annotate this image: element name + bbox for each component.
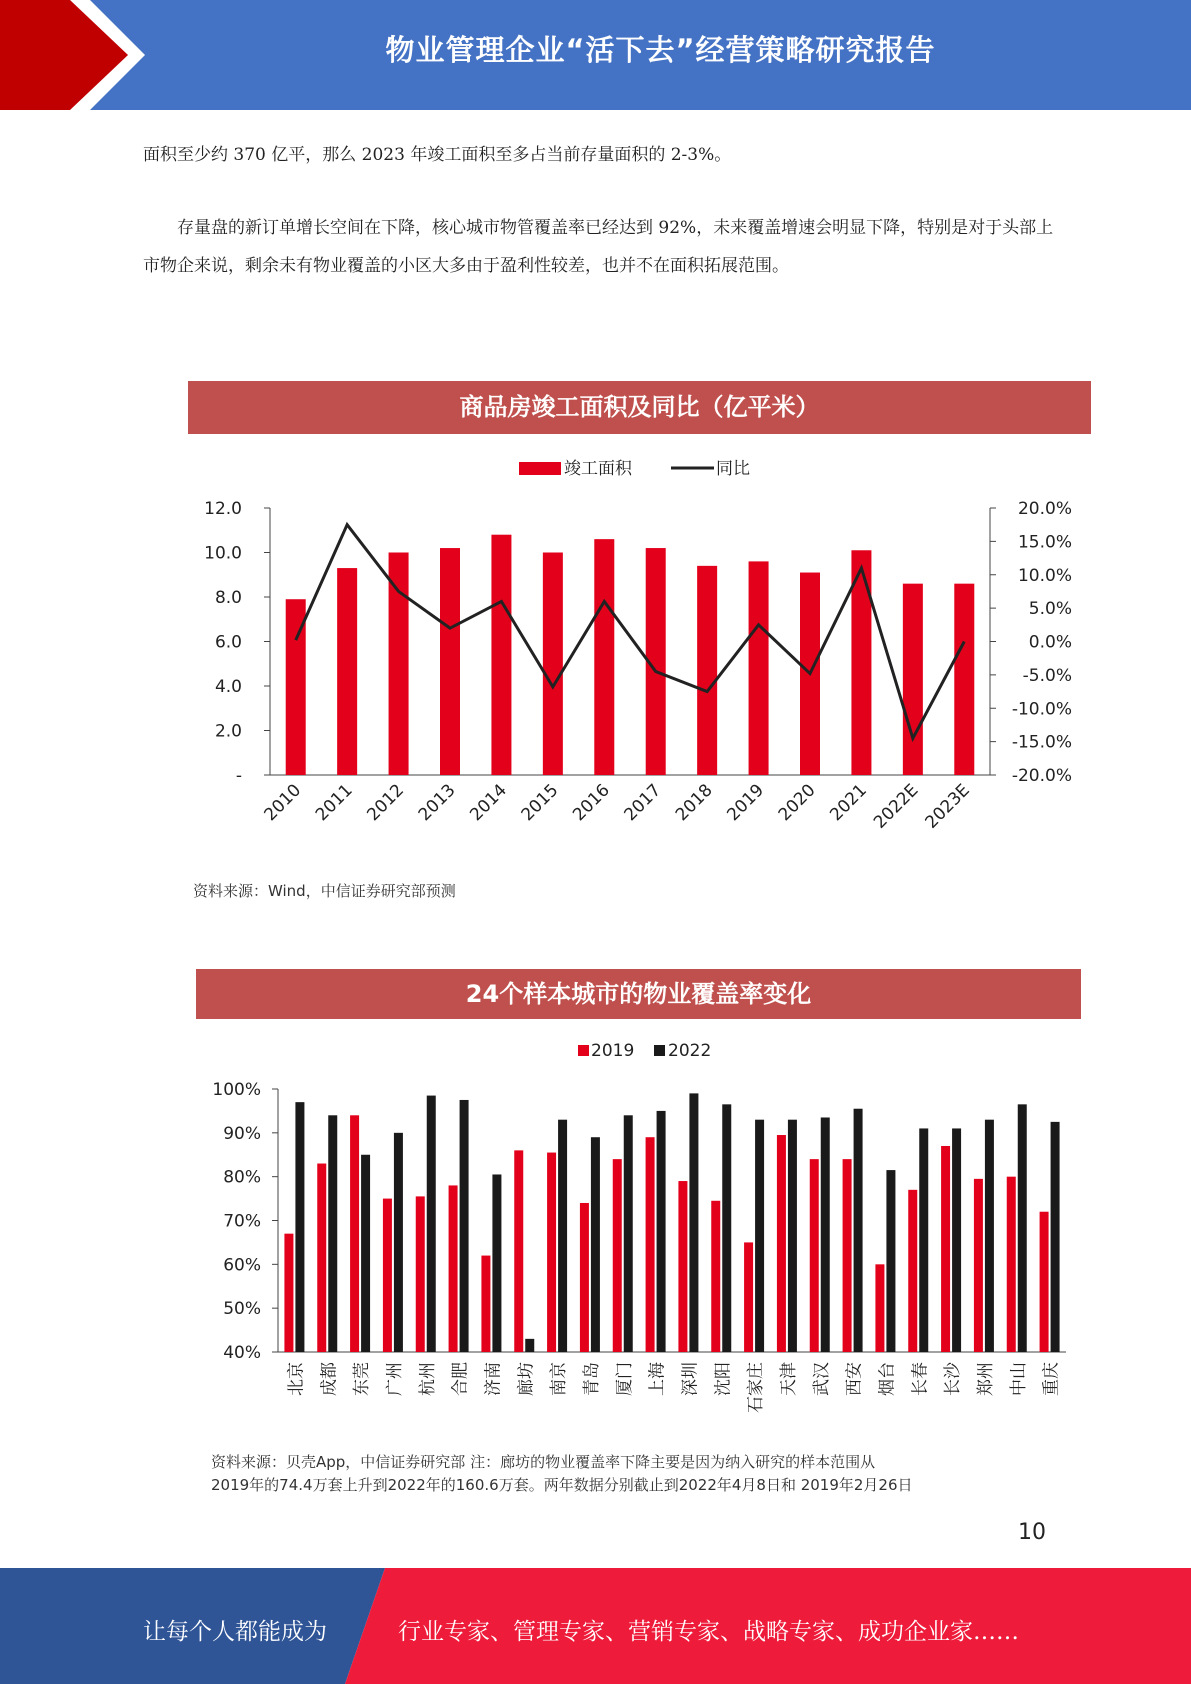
bar-2022 — [427, 1096, 436, 1352]
legend-label: 竣工面积 — [564, 459, 632, 479]
bar-2019 — [875, 1264, 884, 1352]
chart1-title: 商品房竣工面积及同比（亿平米） — [188, 381, 1091, 434]
y-tick-label: 50% — [223, 1299, 261, 1320]
footer-slogan-left: 让每个人都能成为 — [143, 1619, 327, 1645]
x-tick-label-city: 济南 — [483, 1362, 504, 1396]
legend-label: 同比 — [716, 459, 750, 479]
chart2-source-line2: 2019年的74.4万套上升到2022年的160.6万套。两年数据分别截止到2022年4月8日和 2019年2月26日 — [211, 1476, 913, 1494]
bar-2022 — [657, 1111, 666, 1352]
x-tick-label-city: 合肥 — [450, 1362, 471, 1396]
bar-2022 — [788, 1120, 797, 1352]
chart1-source: 资料来源：Wind，中信证券研究部预测 — [193, 882, 456, 900]
chart1-legend — [519, 459, 750, 479]
y-left-tick-label: 4.0 — [214, 677, 242, 697]
y-left-tick-label: 6.0 — [214, 632, 242, 653]
page-header — [0, 0, 1191, 110]
document-title: 物业管理企业“活下去”经营策略研究报告 — [385, 33, 936, 67]
x-tick-label: 2013 — [414, 780, 460, 826]
bar-completed-area — [594, 539, 614, 775]
bar-2019 — [744, 1242, 753, 1352]
bar-completed-area — [491, 535, 511, 775]
bar-2019 — [481, 1256, 490, 1352]
chart2-legend — [578, 1041, 711, 1061]
bar-2019 — [1040, 1212, 1049, 1352]
chart1-completed-area — [0, 440, 1191, 860]
x-tick-label: 2010 — [260, 780, 306, 826]
bar-2022 — [689, 1093, 698, 1352]
bar-2019 — [1007, 1177, 1016, 1352]
bar-2019 — [416, 1196, 425, 1352]
bar-2019 — [843, 1159, 852, 1352]
bar-completed-area — [389, 553, 409, 776]
x-tick-label: 2020 — [774, 780, 820, 826]
bar-2022 — [886, 1170, 895, 1352]
x-tick-label-city: 天津 — [778, 1362, 799, 1396]
bar-completed-area — [337, 568, 357, 775]
y-left-tick-label: - — [235, 766, 242, 786]
bar-2022 — [985, 1120, 994, 1352]
y-left-tick-label: 12.0 — [204, 499, 242, 519]
y-tick-label: 70% — [223, 1211, 261, 1232]
y-right-tick-label: 20.0% — [1017, 499, 1072, 519]
bar-2022 — [821, 1117, 830, 1352]
bar-2019 — [514, 1150, 523, 1352]
y-tick-label: 40% — [223, 1343, 261, 1363]
legend-swatch-2019 — [578, 1045, 589, 1056]
bar-completed-area — [440, 548, 460, 775]
x-tick-label: 2012 — [363, 780, 409, 826]
bar-2022 — [460, 1100, 469, 1352]
x-tick-label-city: 厦门 — [614, 1362, 635, 1396]
bar-2019 — [646, 1137, 655, 1352]
x-tick-label-city: 长沙 — [943, 1362, 964, 1396]
y-left-tick-label: 2.0 — [214, 721, 242, 742]
x-tick-label-city: 北京 — [286, 1362, 307, 1396]
legend-swatch-bar — [519, 462, 561, 475]
bar-2022 — [624, 1115, 633, 1352]
bar-2022 — [1051, 1122, 1060, 1352]
bar-2022 — [919, 1128, 928, 1352]
bar-2022 — [525, 1339, 534, 1352]
bar-2019 — [678, 1181, 687, 1352]
bar-2022 — [558, 1120, 567, 1352]
bar-2022 — [1018, 1104, 1027, 1352]
bar-2022 — [755, 1120, 764, 1352]
y-left-tick-label: 10.0 — [204, 543, 242, 564]
bar-2022 — [328, 1115, 337, 1352]
x-tick-label-city: 东莞 — [352, 1362, 373, 1396]
x-tick-label: 2019 — [723, 780, 769, 826]
x-tick-label: 2015 — [517, 780, 563, 826]
bar-completed-area — [697, 566, 717, 775]
x-tick-label: 2017 — [620, 780, 666, 826]
legend-label: 2022 — [668, 1041, 712, 1061]
legend-label: 2019 — [591, 1041, 635, 1061]
y-right-tick-label: -20.0% — [1011, 766, 1072, 786]
y-right-tick-label: 0.0% — [1028, 632, 1072, 653]
y-tick-label: 100% — [212, 1080, 261, 1100]
bar-completed-area — [903, 584, 923, 775]
y-right-tick-label: 10.0% — [1017, 565, 1072, 586]
bar-2019 — [613, 1159, 622, 1352]
x-tick-label-city: 成都 — [319, 1362, 340, 1396]
x-tick-label-city: 廊坊 — [516, 1362, 537, 1396]
bar-completed-area — [543, 553, 563, 776]
bar-2022 — [295, 1102, 304, 1352]
x-tick-label: 2023E — [921, 780, 974, 833]
bar-2019 — [284, 1234, 293, 1352]
footer-slogan-right: 行业专家、管理专家、营销专家、战略专家、成功企业家…… — [398, 1619, 1019, 1645]
y-tick-label: 80% — [223, 1167, 261, 1188]
x-tick-label-city: 石家庄 — [746, 1362, 767, 1413]
y-right-tick-label: -10.0% — [1011, 699, 1072, 720]
bar-2019 — [383, 1199, 392, 1352]
x-tick-label-city: 上海 — [647, 1362, 668, 1396]
bar-2019 — [810, 1159, 819, 1352]
bar-2022 — [591, 1137, 600, 1352]
x-tick-label-city: 重庆 — [1041, 1362, 1062, 1396]
bar-2022 — [722, 1104, 731, 1352]
chart2-coverage-rate — [0, 1025, 1191, 1425]
bar-completed-area — [954, 584, 974, 775]
paragraph-1: 面积至少约 370 亿平，那么 2023 年竣工面积至多占当前存量面积的 2-3%。 — [143, 145, 732, 165]
bar-2019 — [580, 1203, 589, 1352]
x-tick-label-city: 武汉 — [811, 1362, 832, 1396]
x-tick-label-city: 青岛 — [581, 1362, 602, 1396]
bar-completed-area — [749, 561, 769, 775]
bar-2019 — [777, 1135, 786, 1352]
x-tick-label-city: 南京 — [549, 1362, 570, 1396]
x-tick-label-city: 中山 — [1008, 1362, 1029, 1396]
bar-2022 — [492, 1174, 501, 1352]
y-tick-label: 90% — [223, 1123, 261, 1144]
x-tick-label-city: 郑州 — [975, 1362, 996, 1396]
bar-2019 — [350, 1115, 359, 1352]
x-tick-label: 2011 — [311, 780, 357, 826]
bar-2019 — [711, 1201, 720, 1352]
bar-2019 — [974, 1179, 983, 1352]
x-tick-label-city: 西安 — [844, 1362, 865, 1396]
x-tick-label-city: 长春 — [910, 1362, 931, 1396]
page-number: 10 — [1018, 1520, 1046, 1545]
bar-2022 — [361, 1155, 370, 1352]
bar-2022 — [952, 1128, 961, 1352]
x-tick-label-city: 广州 — [384, 1362, 405, 1396]
y-right-tick-label: -15.0% — [1011, 732, 1072, 753]
x-tick-label: 2018 — [671, 780, 717, 826]
paragraph-2: 存量盘的新订单增长空间在下降，核心城市物管覆盖率已经达到 92%，未来覆盖增速会明显下降，特别是对于头部上市物企来说，剩余未有物业覆盖的小区大多由于盈利性较差，也并不在面积拓展范围。 — [143, 218, 1054, 276]
chart2-source-line1: 资料来源：贝壳App，中信证券研究部 注：廊坊的物业覆盖率下降主要是因为纳入研究的样本范围从 — [211, 1453, 876, 1471]
y-right-tick-label: -5.0% — [1022, 665, 1072, 686]
bar-2019 — [547, 1153, 556, 1352]
x-tick-label-city: 烟台 — [877, 1362, 898, 1396]
x-tick-label: 2014 — [466, 780, 511, 826]
page-footer — [0, 1568, 1191, 1684]
y-tick-label: 60% — [223, 1255, 261, 1276]
x-tick-label-city: 杭州 — [417, 1362, 438, 1396]
chart2-title: 24个样本城市的物业覆盖率变化 — [196, 969, 1081, 1019]
y-right-tick-label: 5.0% — [1028, 599, 1072, 620]
x-tick-label: 2016 — [569, 780, 614, 826]
bar-2019 — [941, 1146, 950, 1352]
y-left-tick-label: 8.0 — [214, 588, 242, 608]
bar-2022 — [394, 1133, 403, 1352]
bar-2022 — [854, 1109, 863, 1352]
bar-2019 — [908, 1190, 917, 1352]
y-right-tick-label: 15.0% — [1017, 532, 1072, 553]
x-tick-label-city: 沈阳 — [713, 1362, 734, 1396]
x-tick-label-city: 深圳 — [680, 1362, 701, 1396]
bar-2019 — [449, 1185, 458, 1352]
x-tick-label: 2021 — [826, 780, 871, 826]
legend-swatch-2022 — [654, 1045, 665, 1056]
x-tick-label: 2022E — [870, 780, 923, 833]
bar-2019 — [317, 1164, 326, 1352]
